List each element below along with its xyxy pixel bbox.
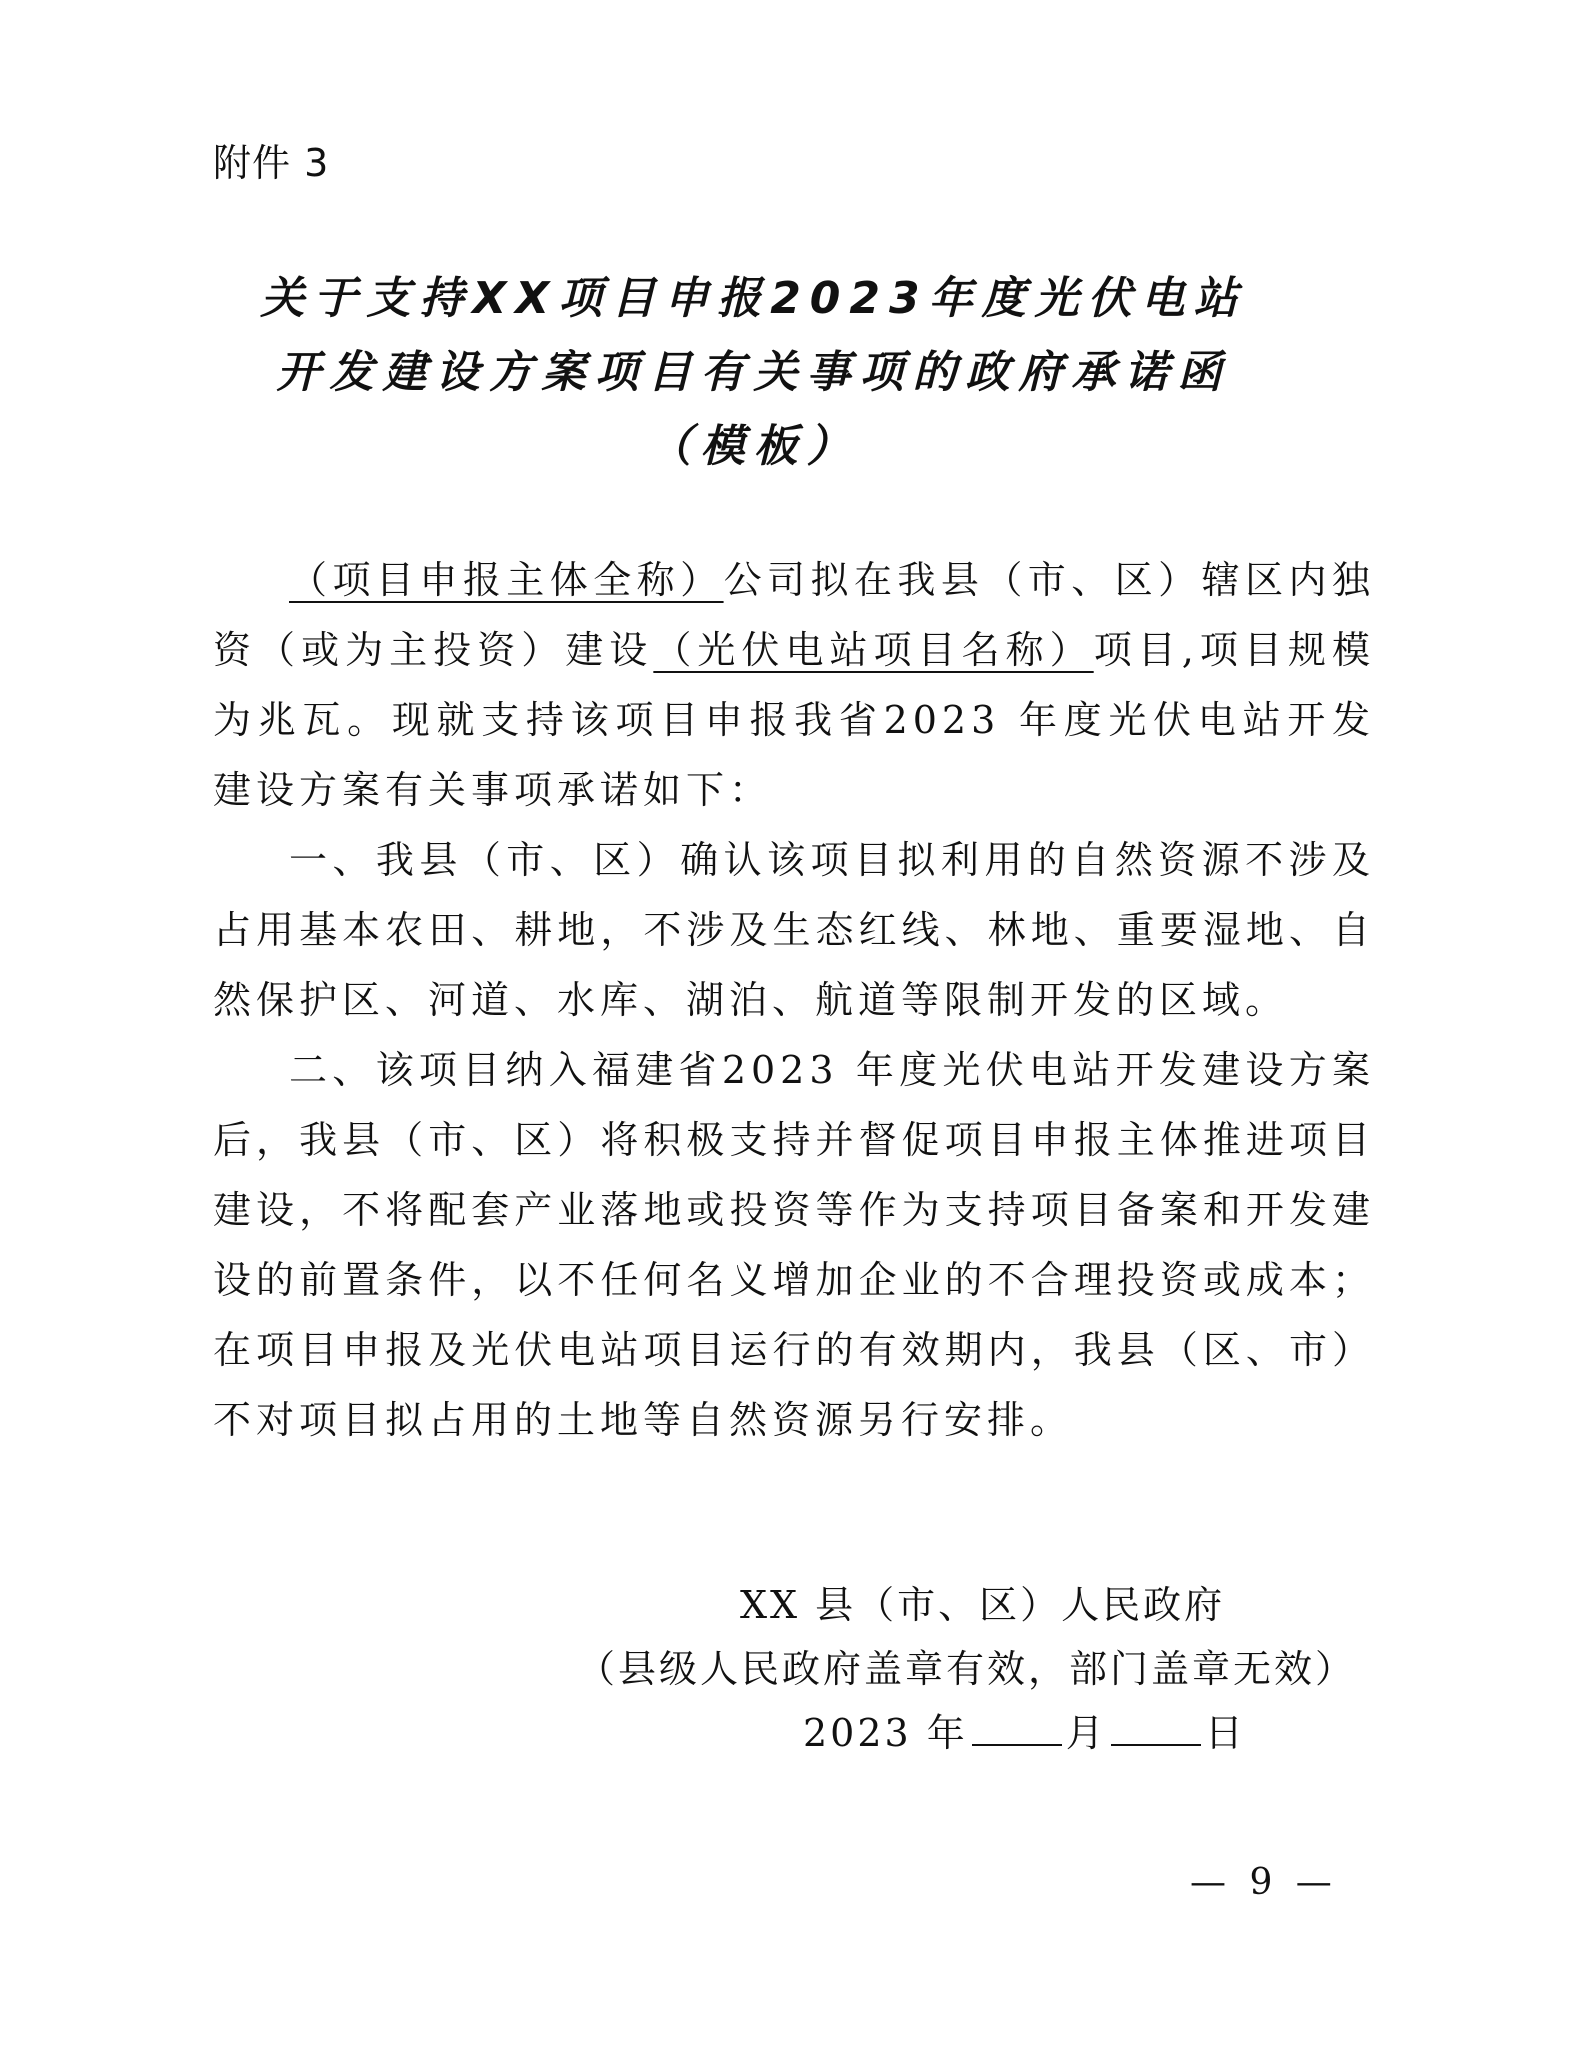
paragraph-intro bbox=[213, 545, 1375, 825]
attachment-label: 附件 3 bbox=[213, 141, 330, 185]
document-body bbox=[213, 545, 1375, 1455]
day-blank bbox=[1111, 1710, 1201, 1746]
blank-project-name: （光伏电站项目名称） bbox=[653, 628, 1094, 672]
paragraph-commitment-1: 一、我县（市、区）确认该项目拟利用的自然资源不涉及占用基本农田、耕地，不涉及生态红线、林地、重要湿地、自然保护区、河道、水库、湖泊、航道等限制开发的区域。 bbox=[213, 838, 1375, 1022]
date-day-label: 日 bbox=[1204, 1711, 1246, 1755]
date-month-label: 月 bbox=[1065, 1711, 1107, 1755]
signature-note: （县级人民政府盖章有效，部门盖章无效） bbox=[577, 1647, 1357, 1691]
signature-date bbox=[555, 1701, 1375, 1765]
page-number: — 9 — bbox=[1190, 1862, 1338, 1903]
title-line-2: 开发建设方案项目有关事项的政府承诺函 bbox=[276, 347, 1231, 398]
month-blank bbox=[972, 1710, 1062, 1746]
title-line-3: （模板） bbox=[647, 421, 860, 472]
blank-applicant-name: （项目申报主体全称） bbox=[289, 558, 724, 602]
date-year: 2023 年 bbox=[803, 1711, 968, 1755]
intro-text-1: 公司拟在我县（市、区）辖区内独资（或为主投资）建设 bbox=[213, 558, 1375, 672]
signature-block bbox=[555, 1573, 1375, 1765]
title-line-1: 关于支持XX项目申报2023年度光伏电站 bbox=[260, 273, 1247, 324]
intro-text-2: 项目,项目规模为兆瓦。现就支持该项目申报我省2023 年度光伏电站开发建设方案有关事项承诺如下： bbox=[213, 628, 1375, 812]
document-title bbox=[160, 262, 1347, 484]
paragraph-commitment-2: 二、该项目纳入福建省2023 年度光伏电站开发建设方案后，我县（市、区）将积极支持并督促项目申报主体推进项目建设，不将配套产业落地或投资等作为支持项目备案和开发建设的前置条件，以不任何名义增加企业的不合理投资或成本；在项目申报及光伏电站项目运行的有效期内，我县（区、市）不对项目拟占用的土地等自然资源另行安排。 bbox=[213, 1048, 1375, 1442]
signature-org: XX 县（市、区）人民政府 bbox=[740, 1583, 1226, 1627]
